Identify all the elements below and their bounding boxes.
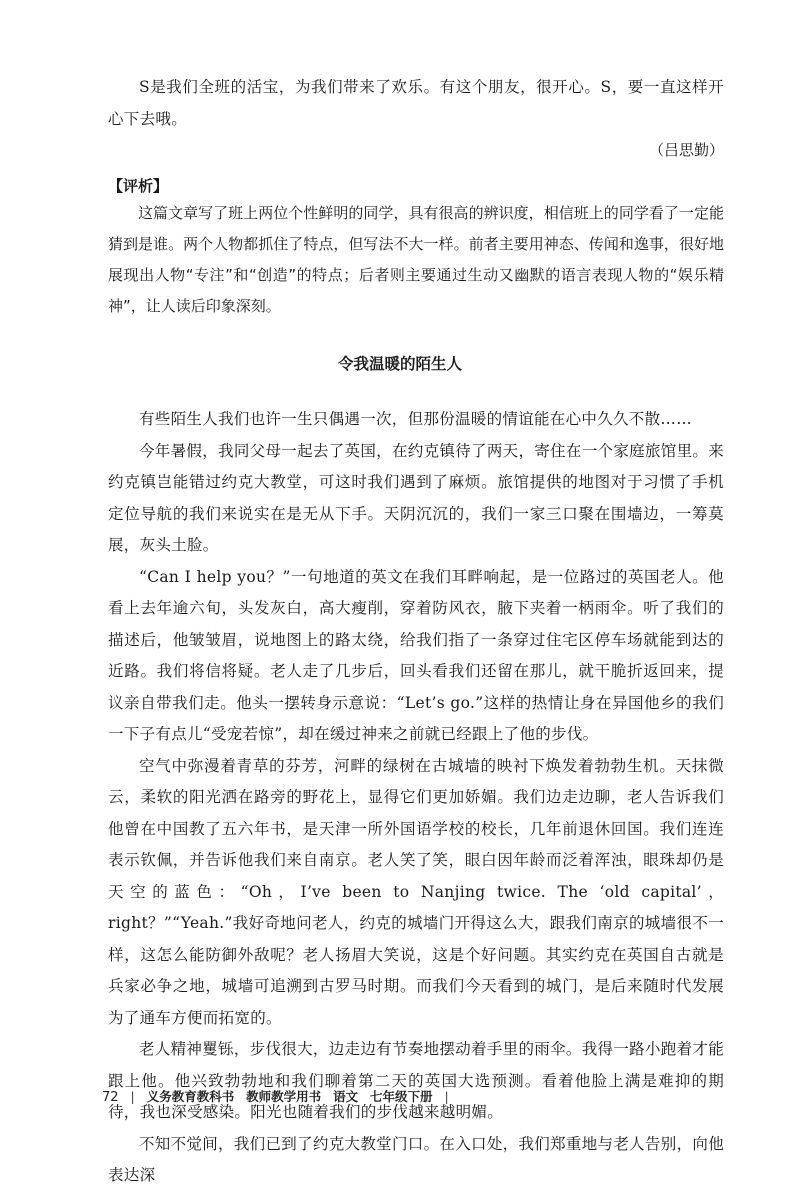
footer-book-title: 教师教学用书 bbox=[246, 1089, 322, 1104]
commentary-text: 这篇文章写了班上两位个性鲜明的同学，具有很高的辨识度，相信班上的同学看了一定能猜到是谁。两个人物都抓住了特点，但写法不大一样。前者主要用神态、传闻和逸事，很好地展现出人物“专注”和“创造”的特点；后者则主要通过生动又幽默的语言表现人物的“娱乐精神”，让人读后印象深刻。 bbox=[108, 204, 724, 315]
footer-grade: 七年级下册 bbox=[370, 1089, 433, 1104]
essay-body bbox=[108, 404, 724, 1192]
footer-separator: | bbox=[444, 1089, 449, 1104]
footer-separator: | bbox=[130, 1089, 135, 1104]
author-signature: （吕思勤） bbox=[648, 141, 724, 159]
essay-paragraph: “Can I help you？”一句地道的英文在我们耳畔响起，是一位路过的英国老人。他看上去年逾六旬，头发灰白，高大瘦削，穿着防风衣，腋下夹着一柄雨伞。听了我们的描述后，他皱皱眉，说地图上的路太绕，给我们指了一条穿过住宅区停车场就能到达的近路。我们将信将疑。老人走了几步后，回头看我们还留在那儿，就干脆折返回来，提议亲自带我们走。他头一摆转身示意说：“Let’s go.”这样的热情让身在异国他乡的我们一下子有点儿“受宠若惊”，却在缓过神来之前就已经跟上了他的步伐。 bbox=[108, 567, 724, 743]
essay-title: 令我温暖的陌生人 bbox=[337, 355, 462, 373]
essay-paragraph: 空气中弥漫着青草的芬芳，河畔的绿树在古城墙的映衬下焕发着勃勃生机。天抹微云，柔软的阳光洒在路旁的野花上，显得它们更加娇媚。我们边走边聊，老人告诉我们他曾在中国教了五六年书，是天津一所外国语学校的校长，几年前退休回国。我们连连表示钦佩，并告诉他我们来自南京。老人笑了笑，眼白因年龄而泛着浑浊，眼珠却仍是天空的蓝色：“Oh，I’ve been to Nanjing twice. The ‘old capital’，right？”“Yeah.”我好奇地问老人，约克的城墙门开得这么大，跟我们南京的城墙很不一样，这怎么能防御外敌呢？老人扬眉大笑说，这是个好问题。其实约克在英国自古就是兵家必争之地，城墙可追溯到古罗马时期。而我们今天看到的城门，是后来随时代发展为了通车方便而拓宽的。 bbox=[108, 756, 724, 1027]
intro-paragraph: S是我们全班的活宝，为我们带来了欢乐。有这个朋友，很开心。S，要一直这样开心下去哦。 bbox=[108, 78, 724, 128]
essay-paragraph: 有些陌生人我们也许一生只偶遇一次，但那份温暖的情谊能在心中久久不散…… bbox=[139, 410, 693, 428]
page-footer bbox=[102, 1088, 457, 1107]
footer-series: 义务教育教科书 bbox=[146, 1089, 235, 1104]
essay-paragraph: 不知不觉间，我们已到了约克大教堂门口。在入口处，我们郑重地与老人告别，向他表达深 bbox=[108, 1134, 724, 1184]
page-number: 72 bbox=[102, 1090, 119, 1105]
essay-paragraph: 今年暑假，我同父母一起去了英国，在约克镇待了两天，寄住在一个家庭旅馆里。来约克镇岂能错过约克大教堂，可这时我们遇到了麻烦。旅馆提供的地图对于习惯了手机定位导航的我们来说实在是无从下手。天阴沉沉的，我们一家三口聚在围墙边，一筹莫展，灰头土脸。 bbox=[108, 441, 724, 554]
commentary-heading: 【评析】 bbox=[108, 177, 169, 195]
commentary-block bbox=[108, 198, 724, 322]
footer-subject: 语文 bbox=[333, 1089, 359, 1104]
essay-paragraph: 老人精神矍铄，步伐很大，边走边有节奏地摆动着手里的雨伞。我得一路小跑着才能跟上他。他兴致勃勃地和我们聊着第二天的英国大选预测。看着他脸上满是难抑的期待，我也深受感染。阳光也随着我们的步伐越来越明媚。 bbox=[108, 1040, 724, 1121]
intro-paragraph-block bbox=[108, 72, 724, 135]
